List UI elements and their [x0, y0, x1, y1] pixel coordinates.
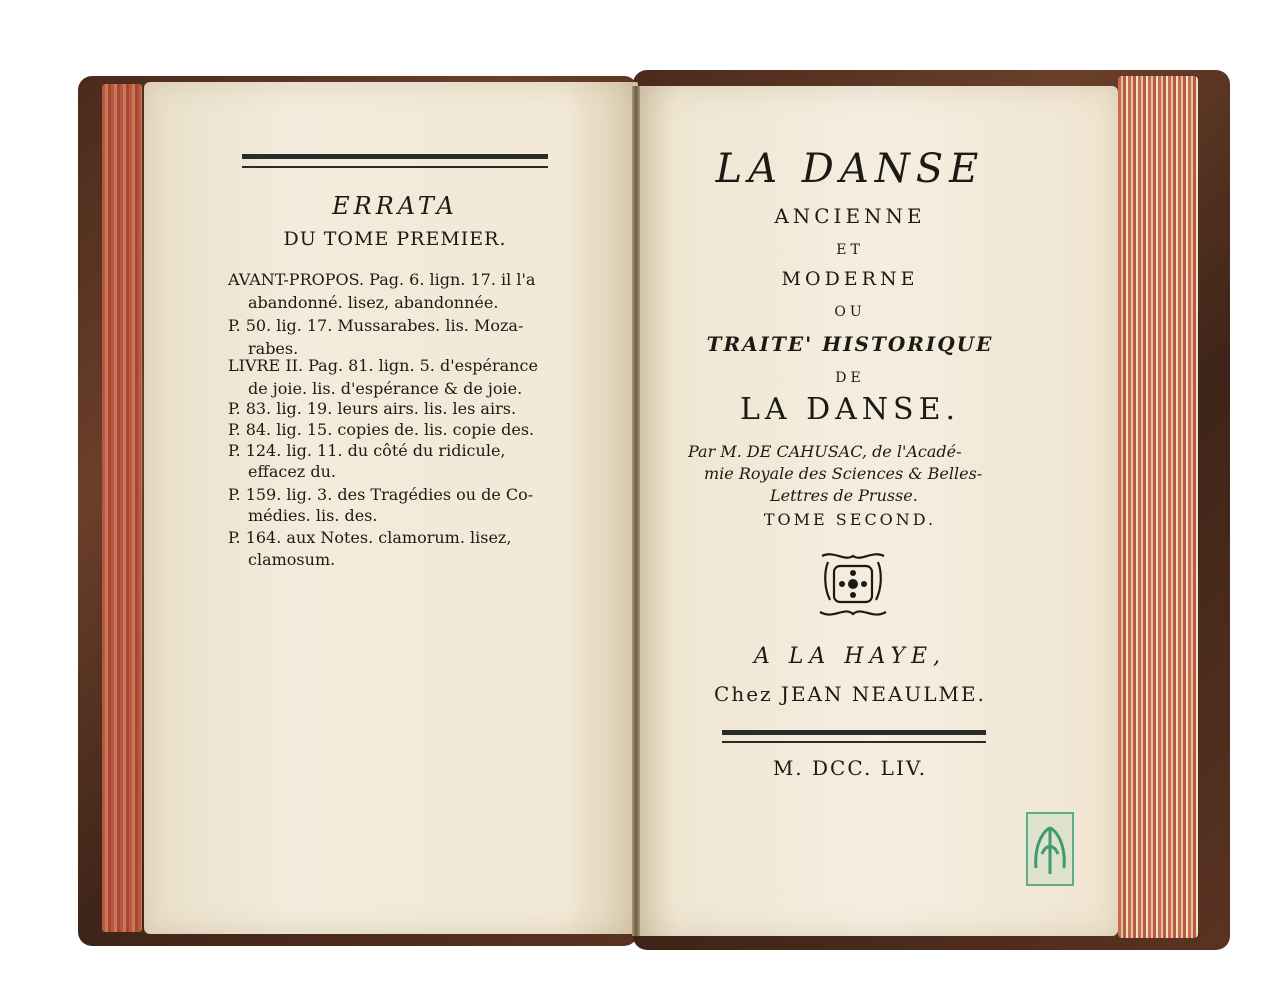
title-line-ancienne: ANCIENNE: [774, 204, 926, 228]
author-line-3: Lettres de Prusse.: [770, 486, 918, 505]
title-line-ou: OU: [834, 304, 866, 320]
errata-line: AVANT-PROPOS. Pag. 6. lign. 17. il l'a: [228, 270, 536, 289]
title-line-de: DE: [835, 370, 865, 386]
errata-line: clamosum.: [248, 550, 336, 569]
errata-line: abandonné. lisez, abandonnée.: [248, 293, 499, 312]
imprint-rule-thin: [722, 741, 986, 743]
imprint-publisher: Chez JEAN NEAULME.: [714, 682, 986, 706]
errata-line: P. 164. aux Notes. clamorum. lisez,: [228, 528, 512, 547]
errata-line: LIVRE II. Pag. 81. lign. 5. d'espérance: [228, 356, 538, 375]
library-stamp-icon: [1026, 812, 1074, 886]
book-title: LA DANSE: [715, 146, 985, 192]
errata-line: médies. lis. des.: [248, 506, 378, 525]
imprint-year: M. DCC. LIV.: [772, 756, 928, 780]
errata-line: P. 124. lig. 11. du côté du ridicule,: [228, 441, 506, 460]
author-line-2: mie Royale des Sciences & Belles-: [704, 464, 983, 483]
page-edges-right: [1118, 76, 1198, 938]
errata-top-rule-thin: [242, 166, 548, 168]
imprint-rule: [722, 730, 986, 735]
title-line-traite: TRAITE' HISTORIQUE: [706, 332, 994, 356]
page-edges-left: [102, 84, 142, 932]
errata-line: P. 83. lig. 19. leurs airs. lis. les airs.: [228, 399, 517, 418]
errata-title: ERRATA: [332, 192, 458, 220]
imprint-place: A LA HAYE,: [753, 644, 947, 669]
author-line-1: Par M. DE CAHUSAC, de l'Acadé-: [688, 442, 962, 461]
errata-line: de joie. lis. d'espérance & de joie.: [248, 379, 523, 398]
book-gutter: [632, 86, 640, 936]
title-line-la-danse: LA DANSE.: [739, 392, 961, 427]
errata-line: P. 50. lig. 17. Mussarabes. lis. Moza-: [228, 316, 524, 335]
floral-vignette-icon: [814, 548, 892, 622]
errata-line: effacez du.: [248, 462, 336, 481]
title-line-moderne: MODERNE: [781, 268, 919, 290]
title-line-et: ET: [836, 242, 864, 258]
errata-subtitle: DU TOME PREMIER.: [283, 228, 507, 250]
errata-top-rule: [242, 154, 548, 159]
errata-line: rabes.: [248, 339, 299, 358]
errata-line: P. 84. lig. 15. copies de. lis. copie des.: [228, 420, 535, 439]
errata-line: P. 159. lig. 3. des Tragédies ou de Co-: [228, 485, 534, 504]
tome-label: TOME SECOND.: [763, 510, 937, 529]
